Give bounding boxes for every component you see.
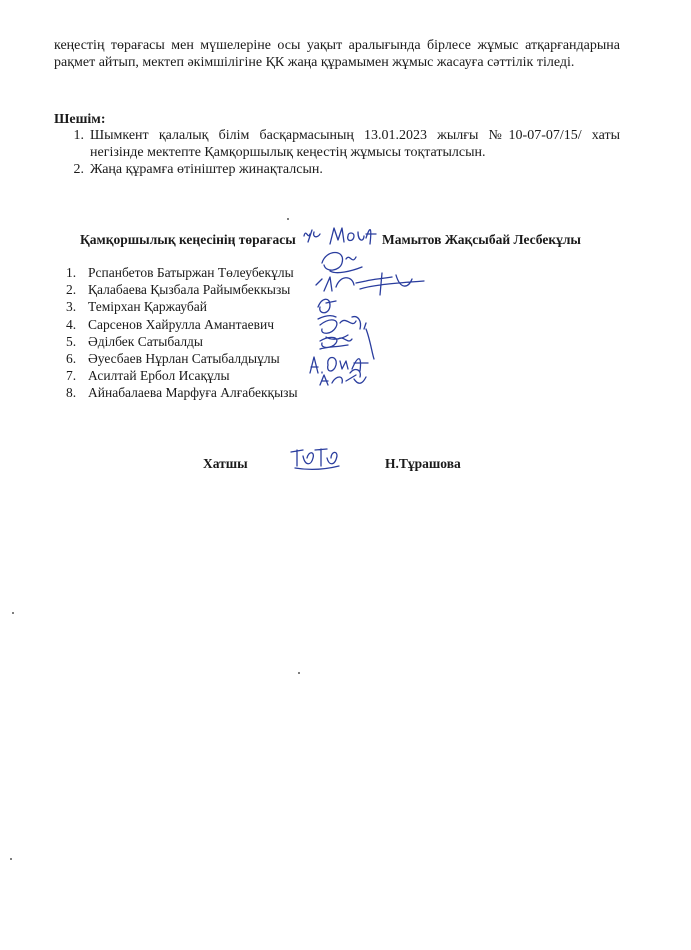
member-item — [66, 264, 298, 281]
member-name: Әуесбаев Нұрлан Сатыбалдыұлы — [88, 351, 280, 367]
decision-list — [54, 127, 620, 178]
secretary-signature — [287, 444, 347, 474]
member-number: 1. — [66, 265, 77, 280]
member-name: Рспанбетов Батыржан Төлеубекұлы — [88, 265, 294, 280]
decision-item — [54, 127, 620, 161]
scan-speck — [298, 672, 300, 674]
intro-paragraph: кеңестің төрағасы мен мүшелеріне осы уақыт аралығында бірлесе жұмыс атқарғандарына рақмет айтып, мектеп әкімшілігіне ҚК жаңа құрамымен жұмыс жасауға сәттілік тіледі. — [54, 38, 620, 70]
chair-label: Қамқоршылық кеңесінің төрағасы — [80, 232, 296, 247]
secretary-label: Хатшы — [203, 456, 248, 471]
member-item — [66, 350, 298, 367]
scan-speck — [287, 218, 289, 220]
decision-item-text: Шымкент қалалық білім басқармасының 13.01.2023 жылғы №10-07-07/15/ хаты негізінде мектепте Қамқоршылық кеңестің жұмысы тоқтатылсын. — [90, 128, 620, 160]
chair-name: Мамытов Жақсыбай Лесбекұлы — [382, 232, 581, 247]
member-number: 7. — [66, 368, 77, 384]
decision-heading: Шешім: — [54, 112, 106, 127]
member-signatures — [296, 245, 436, 405]
member-number: 2. — [66, 282, 77, 298]
decision-item-number: 1. — [73, 128, 84, 143]
member-number: 4. — [66, 316, 77, 332]
member-item — [66, 281, 298, 298]
scan-speck — [12, 612, 14, 614]
member-item — [66, 333, 298, 350]
member-name: Айнабалаева Марфуға Алғабекқызы — [88, 385, 298, 401]
member-name: Темірхан Қаржаубай — [88, 299, 207, 315]
decision-item — [54, 161, 620, 178]
member-number: 3. — [66, 299, 77, 315]
scan-speck — [10, 858, 12, 860]
member-number: 8. — [66, 385, 77, 401]
member-number: 6. — [66, 351, 77, 367]
member-name: Асилтай Ербол Исақұлы — [88, 368, 230, 384]
decision-item-number: 2. — [73, 162, 84, 177]
member-item — [66, 298, 298, 315]
member-name: Әділбек Сатыбалды — [88, 333, 203, 349]
member-item — [66, 367, 298, 384]
member-item — [66, 316, 298, 333]
member-item — [66, 384, 298, 401]
decision-item-text: Жаңа құрамға өтініштер жинақталсын. — [90, 162, 323, 177]
members-list — [66, 264, 298, 402]
member-name: Сарсенов Хайрулла Амантаевич — [88, 316, 275, 332]
secretary-name: Н.Тұрашова — [385, 456, 461, 471]
member-name: Қалабаева Қызбала Райымбеккызы — [88, 282, 291, 298]
member-number: 5. — [66, 333, 77, 349]
